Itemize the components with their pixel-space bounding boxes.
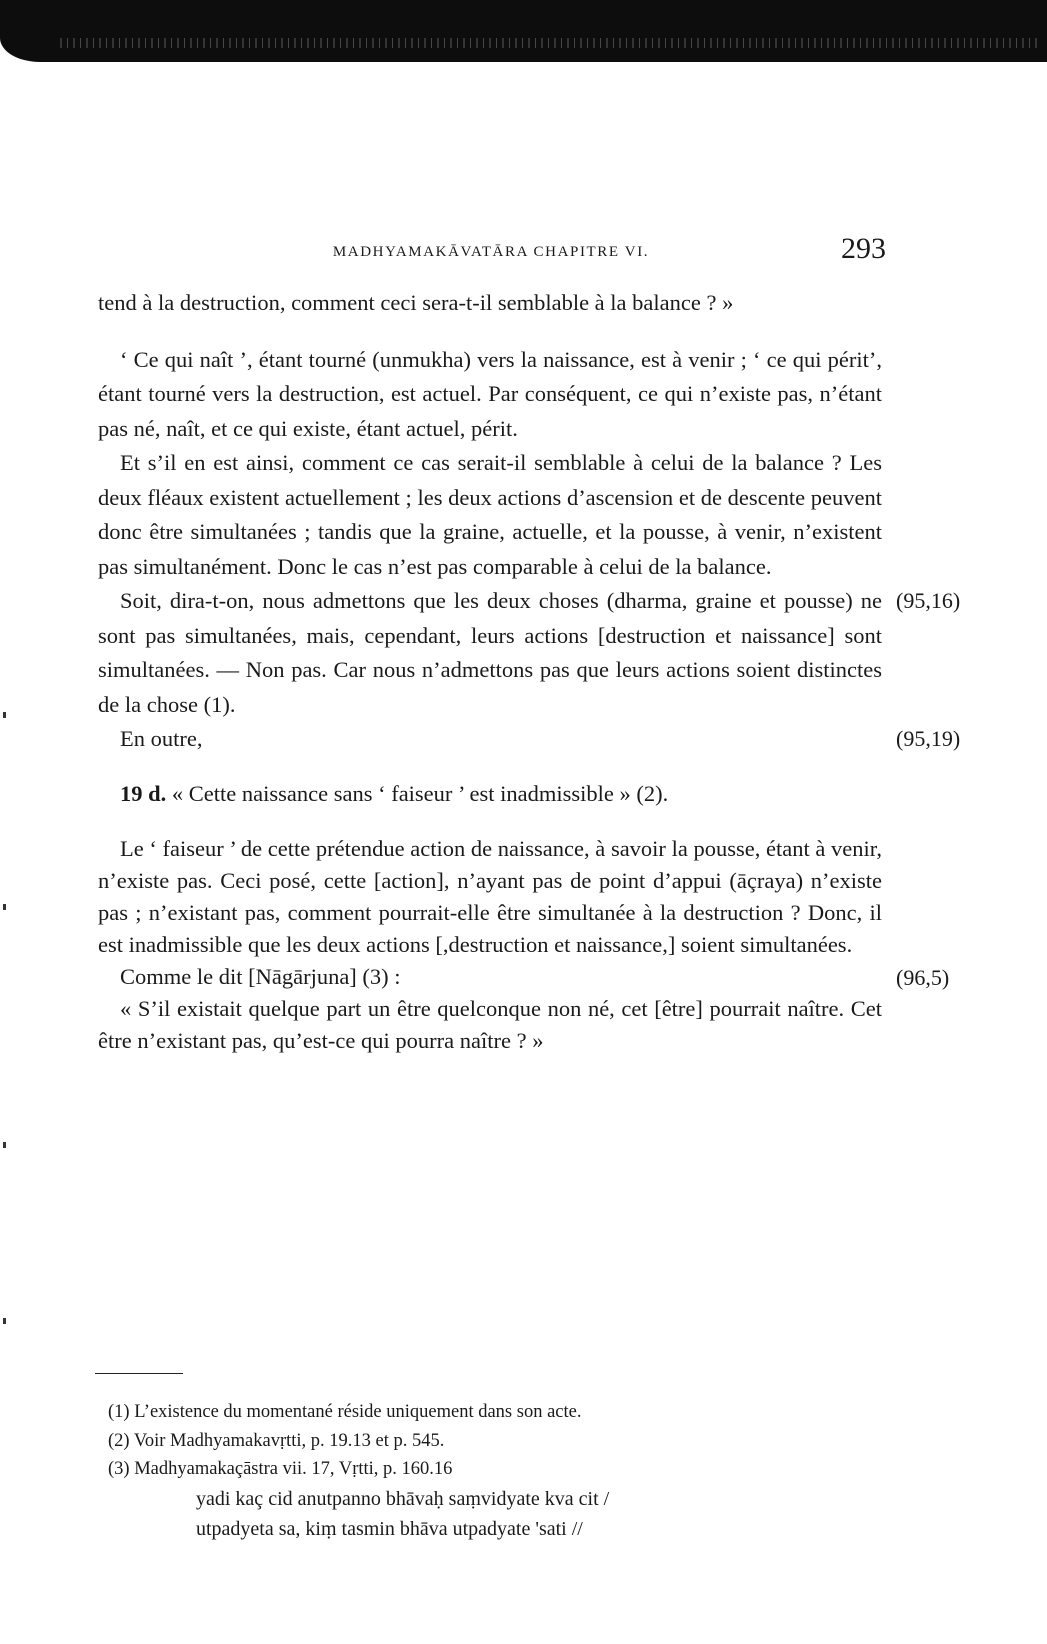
footnote: (3) Madhyamakaçāstra vii. 17, Vṛtti, p. 160.16 xyxy=(108,1459,453,1479)
page-header xyxy=(96,232,886,272)
verse-label: 19 d. xyxy=(120,780,167,806)
paragraph: Comme le dit [Nāgārjuna] (3) : xyxy=(120,964,401,989)
running-title: MADHYAMAKĀVATĀRA CHAPITRE VI. xyxy=(332,244,650,260)
paragraph: Le ‘ faiseur ’ de cette prétendue action de naissance, à savoir la pousse, étant à venir, n’existe pas. Ceci posé, cette [action], n’ayant pas de point d’appui (āçraya) n’existe pas ; n’existant pas, comment pourrait-elle être simultanée à la destruction ? Donc, il est inadmissible que les deux actions [,destruction et naissance,] soient simultanées. xyxy=(98,836,882,957)
scan-mark xyxy=(3,712,6,718)
footnote-rule xyxy=(95,1373,183,1374)
body-text xyxy=(98,286,961,1057)
paragraph: Et s’il en est ainsi, comment ce cas serait-il semblable à celui de la balance ? Les deux fléaux existent actuellement ; les deux actions d’ascension et de descente peuvent donc être simultanées ; tandis que la graine, actuelle, et la pousse, à venir, n’existent pas simultanément. Donc le cas n’est pas comparable à celui de la balance. xyxy=(98,450,882,579)
margin-reference: (96,5) xyxy=(896,965,950,990)
paragraph: En outre, xyxy=(120,726,203,751)
paragraph-with-ref xyxy=(98,722,961,757)
scan-noise xyxy=(60,38,1037,48)
page-number: 293 xyxy=(841,232,886,265)
paragraph: tend à la destruction, comment ceci sera-t-il semblable à la balance ? » xyxy=(98,290,734,315)
verse-statement xyxy=(98,777,882,812)
paragraph-with-ref xyxy=(98,961,950,993)
sanskrit-verse-line: utpadyeta sa, kiṃ tasmin bhāva utpadyate 'sati // xyxy=(196,1517,583,1540)
paragraph: ‘ Ce qui naît ’, étant tourné (unmukha) vers la naissance, est à venir ; ‘ ce qui périt’, étant tourné vers la destruction, est actuel. Par conséquent, ce qui n’existe pas, n’étant pas né, naît, et ce qui existe, étant actuel, périt. xyxy=(98,346,882,441)
scan-mark xyxy=(3,904,6,910)
quotation: « S’il existait quelque part un être quelconque non né, cet [être] pourrait naître. Cet être n’existant pas, qu’est-ce qui pourra naître ? » xyxy=(98,996,882,1053)
footnote: (1) L’existence du momentané réside uniquement dans son acte. xyxy=(108,1402,582,1422)
scan-mark xyxy=(3,1318,6,1324)
footnote: (2) Voir Madhyamakavṛtti, p. 19.13 et p. 545. xyxy=(108,1430,445,1451)
margin-reference: (95,16) xyxy=(896,588,961,613)
paragraph: Soit, dira-t-on, nous admettons que les deux choses (dharma, graine et pousse) ne sont pas simultanées, mais, cependant, leurs actions [destruction et naissance] sont simultanées. — Non pas. Car nous n’admettons pas que leurs actions soient distinctes de la chose (1). xyxy=(98,588,882,717)
footnotes xyxy=(108,1398,808,1544)
scan-top-band xyxy=(0,0,1047,62)
sanskrit-verse-line: yadi kaç cid anutpanno bhāvaḥ saṃvidyate kva cit / xyxy=(196,1487,610,1510)
margin-reference: (95,19) xyxy=(896,726,961,751)
verse-text: « Cette naissance sans ‘ faiseur ’ est inadmissible » (2). xyxy=(171,780,669,806)
scan-mark xyxy=(3,1142,6,1148)
paragraph-with-ref xyxy=(98,584,961,722)
